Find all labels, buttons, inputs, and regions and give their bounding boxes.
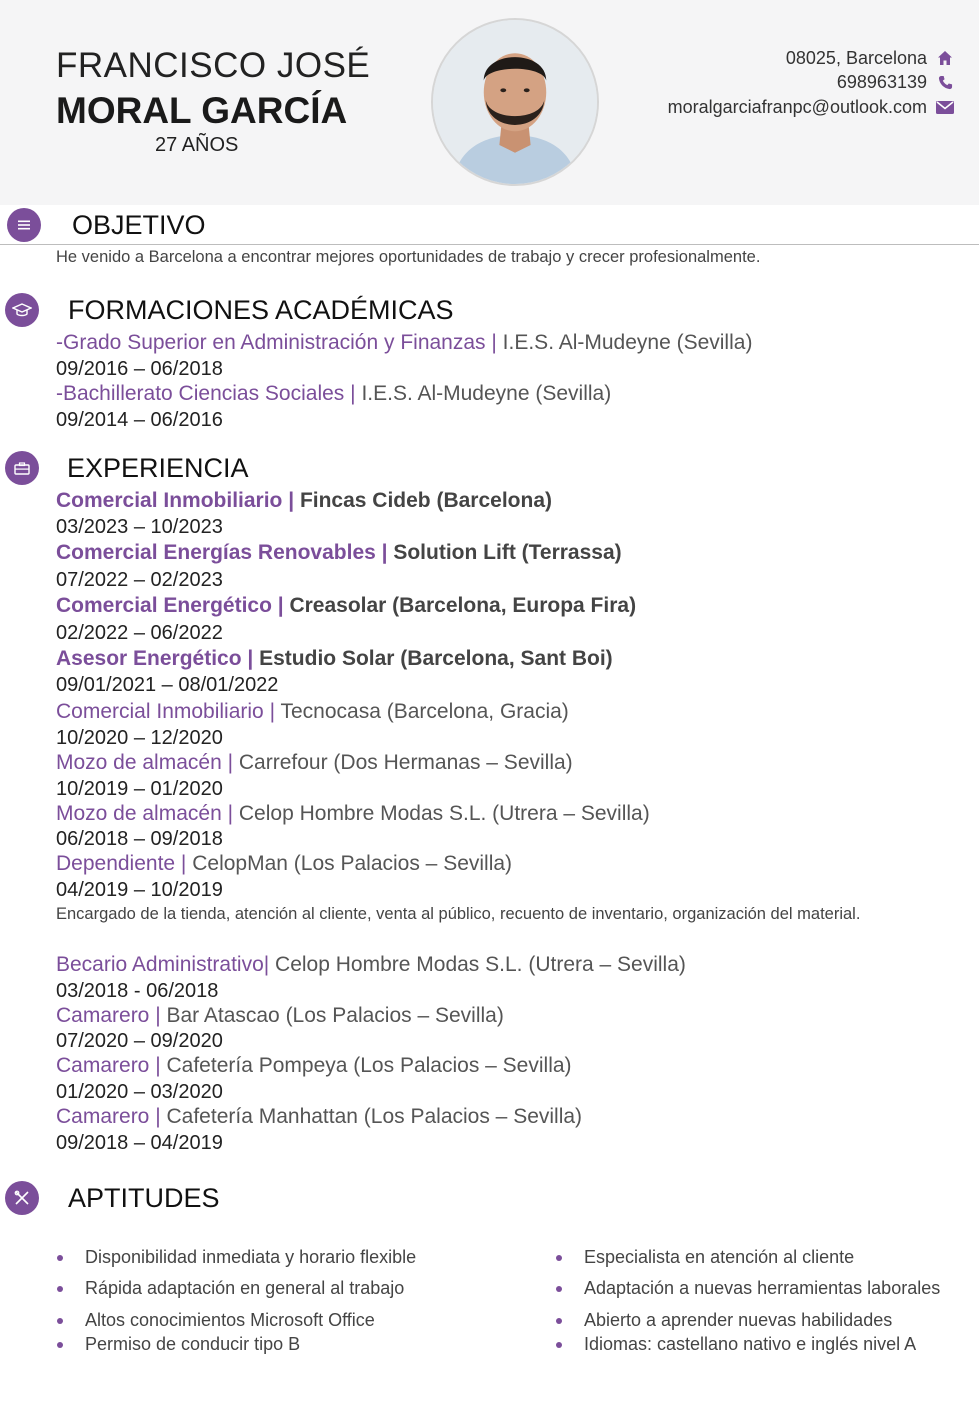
contact-block xyxy=(668,46,955,120)
profile-photo-illustration xyxy=(433,20,597,184)
section-title-experiencia: EXPERIENCIA xyxy=(67,453,249,483)
job-title: Becario Administrativo| xyxy=(56,953,276,976)
briefcase-icon xyxy=(5,451,39,485)
contact-phone xyxy=(668,71,955,96)
job-date: 07/2022 – 02/2023 xyxy=(56,569,223,591)
experience-entry xyxy=(56,1004,504,1028)
formacion-entry xyxy=(56,382,611,406)
section-title-aptitudes: APTITUDES xyxy=(68,1183,220,1213)
phone-icon xyxy=(935,74,955,92)
company: Estudio Solar (Barcelona, Sant Boi) xyxy=(259,647,613,670)
job-date: 01/2020 – 03/2020 xyxy=(56,1081,223,1103)
experience-entry xyxy=(56,953,686,977)
job-title: Camarero | xyxy=(56,1105,167,1128)
formacion-entry xyxy=(56,331,752,355)
skill-text: Especialista en atención al cliente xyxy=(584,1247,855,1267)
skill-item xyxy=(584,1334,916,1355)
bullet-icon xyxy=(556,1255,562,1261)
job-date: 06/2018 – 09/2018 xyxy=(56,828,223,850)
skill-text: Adaptación a nuevas herramientas laborales xyxy=(584,1278,941,1298)
bullet-icon xyxy=(556,1342,562,1348)
company: Creasolar (Barcelona, Europa Fira) xyxy=(289,594,637,617)
section-title-objetivo: OBJETIVO xyxy=(72,210,206,240)
skill-text: Rápida adaptación en general al trabajo xyxy=(85,1278,405,1298)
experience-entry xyxy=(56,541,622,565)
email-text[interactable]: moralgarciafranpc@outlook.com xyxy=(667,96,927,117)
skill-item xyxy=(584,1278,940,1299)
job-date: 04/2019 – 10/2019 xyxy=(56,879,223,901)
skill-item xyxy=(85,1278,404,1299)
section-title-formaciones: FORMACIONES ACADÉMICAS xyxy=(68,295,454,325)
skill-item xyxy=(85,1334,300,1355)
graduation-cap-icon xyxy=(5,293,39,327)
company: Carrefour (Dos Hermanas – Sevilla) xyxy=(238,751,573,774)
mail-icon xyxy=(935,98,955,116)
skill-text: Idiomas: castellano nativo e inglés nivel A xyxy=(584,1334,917,1354)
company: Tecnocasa (Barcelona, Gracia) xyxy=(280,700,569,723)
experience-entry xyxy=(56,1054,572,1078)
bullet-icon xyxy=(57,1318,63,1324)
formacion-institution: I.E.S. Al-Mudeyne (Sevilla) xyxy=(502,331,753,354)
company: Celop Hombre Modas S.L. (Utrera – Sevilla) xyxy=(275,953,686,976)
company: Cafetería Pompeya (Los Palacios – Sevilla) xyxy=(166,1054,572,1077)
company: Cafetería Manhattan (Los Palacios – Sevilla) xyxy=(166,1105,583,1128)
job-title: Comercial Inmobiliario | xyxy=(56,489,300,512)
job-title: Comercial Inmobiliario | xyxy=(56,700,281,723)
job-title: Dependiente | xyxy=(56,852,193,875)
formacion-date: 09/2016 – 06/2018 xyxy=(56,358,223,380)
name-first: FRANCISCO JOSÉ xyxy=(56,46,371,85)
formacion-date: 09/2014 – 06/2016 xyxy=(56,409,223,431)
bullet-icon xyxy=(57,1286,63,1292)
section-divider xyxy=(0,244,979,245)
job-date: 09/01/2021 – 08/01/2022 xyxy=(56,674,279,696)
job-date: 03/2018 - 06/2018 xyxy=(56,980,219,1002)
profile-photo xyxy=(431,18,599,186)
experience-entry xyxy=(56,802,650,826)
experience-entry xyxy=(56,1105,582,1129)
skill-item xyxy=(85,1310,375,1331)
company: Bar Atascao (Los Palacios – Sevilla) xyxy=(166,1004,504,1027)
job-title: Asesor Energético | xyxy=(56,647,260,670)
job-date: 09/2018 – 04/2019 xyxy=(56,1132,223,1154)
formacion-title: -Bachillerato Ciencias Sociales | xyxy=(56,382,362,405)
list-icon xyxy=(7,208,41,242)
company: CelopMan (Los Palacios – Sevilla) xyxy=(192,852,513,875)
experience-entry xyxy=(56,751,573,775)
job-title: Camarero | xyxy=(56,1004,167,1027)
skill-text: Permiso de conducir tipo B xyxy=(85,1334,301,1354)
formacion-institution: I.E.S. Al-Mudeyne (Sevilla) xyxy=(361,382,612,405)
job-title: Comercial Energías Renovables | xyxy=(56,541,394,564)
contact-email xyxy=(668,95,955,120)
cv-header xyxy=(0,0,979,205)
company: Celop Hombre Modas S.L. (Utrera – Sevilla) xyxy=(238,802,650,825)
job-date: 10/2020 – 12/2020 xyxy=(56,727,223,749)
job-title: Mozo de almacén | xyxy=(56,751,239,774)
age: 27 AÑOS xyxy=(155,134,239,156)
contact-address xyxy=(668,46,955,71)
bullet-icon xyxy=(57,1255,63,1261)
skill-item xyxy=(85,1247,416,1268)
address-text: 08025, Barcelona xyxy=(785,47,927,68)
bullet-icon xyxy=(57,1342,63,1348)
bullet-icon xyxy=(556,1286,562,1292)
objetivo-text: He venido a Barcelona a encontrar mejores oportunidades de trabajo y crecer profesionalmente. xyxy=(56,248,761,266)
job-date: 10/2019 – 01/2020 xyxy=(56,778,223,800)
job-title: Mozo de almacén | xyxy=(56,802,239,825)
home-icon xyxy=(935,49,955,67)
experience-entry xyxy=(56,489,552,513)
job-date: 02/2022 – 06/2022 xyxy=(56,622,223,644)
skill-text: Abierto a aprender nuevas habilidades xyxy=(584,1310,893,1330)
job-title: Camarero | xyxy=(56,1054,167,1077)
experience-entry xyxy=(56,852,512,876)
company: Fincas Cideb (Barcelona) xyxy=(299,489,552,512)
skill-text: Altos conocimientos Microsoft Office xyxy=(85,1310,375,1330)
formacion-title: -Grado Superior en Administración y Finanzas | xyxy=(56,331,503,354)
job-date: 03/2023 – 10/2023 xyxy=(56,516,223,538)
skill-item xyxy=(584,1247,854,1268)
job-date: 07/2020 – 09/2020 xyxy=(56,1030,223,1052)
name-last: MORAL GARCÍA xyxy=(56,90,348,131)
job-title: Comercial Energético | xyxy=(56,594,290,617)
skill-item xyxy=(584,1310,892,1331)
skill-text: Disponibilidad inmediata y horario flexible xyxy=(85,1247,417,1267)
experience-entry xyxy=(56,700,569,724)
experience-entry xyxy=(56,647,613,671)
tools-icon xyxy=(5,1181,39,1215)
phone-text: 698963139 xyxy=(836,72,927,93)
job-description: Encargado de la tienda, atención al cliente, venta al público, recuento de inventario, organización del material. xyxy=(56,905,861,923)
bullet-icon xyxy=(556,1318,562,1324)
company: Solution Lift (Terrassa) xyxy=(393,541,622,564)
experience-entry xyxy=(56,594,636,618)
